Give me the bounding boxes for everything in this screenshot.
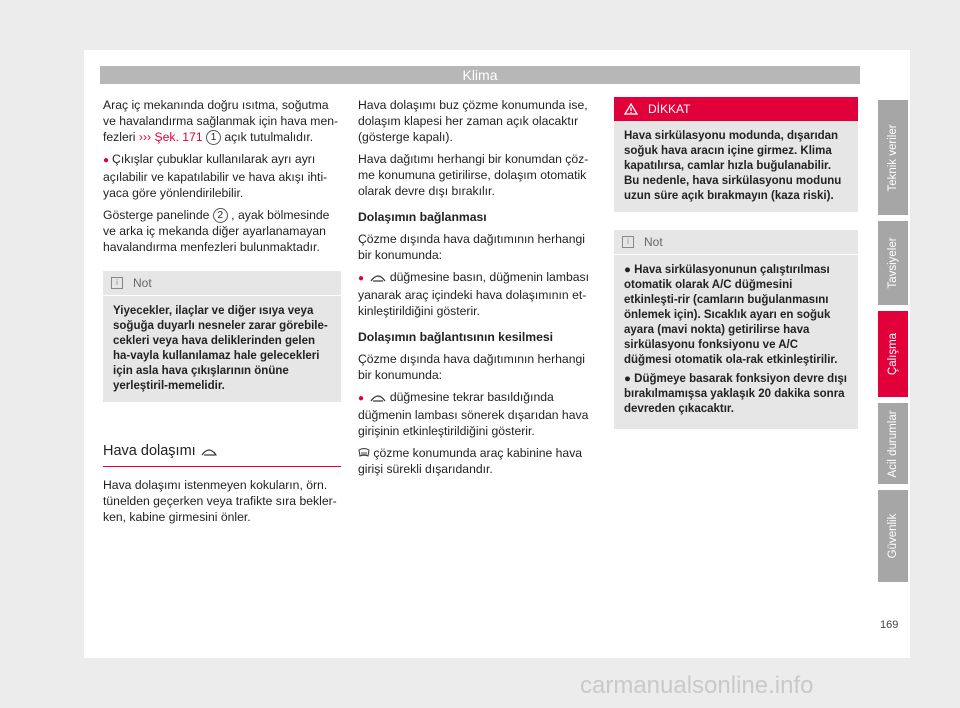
ref-arrow: ››› bbox=[138, 130, 152, 144]
air-recirculation-icon bbox=[370, 393, 386, 403]
note-header bbox=[103, 271, 341, 296]
side-tab-label: Çalışma bbox=[887, 332, 899, 376]
warning-header bbox=[614, 97, 858, 121]
side-tab-label: Güvenlik bbox=[887, 513, 899, 559]
section-title-text: Hava dolaşımı bbox=[103, 443, 196, 459]
text: Araç iç mekanında doğru ısıtma, soğutma ve havalandırma sağlanmak için hava men-fezleri bbox=[103, 98, 339, 144]
side-tab-label: Acil durumlar bbox=[887, 409, 899, 478]
paragraph bbox=[358, 445, 598, 477]
ac-label: A/C bbox=[711, 279, 732, 291]
paragraph: Çözme dışında hava dağıtımının herhangi bir konumunda: bbox=[358, 352, 585, 382]
text: , ayak bölmesinde ve arka iç mekanda diğer ayarlanamayan havalandırma menfezleri bulunmaktadır. bbox=[103, 208, 330, 254]
callout-number: 1 bbox=[206, 130, 221, 145]
page-title: Klima bbox=[462, 67, 498, 83]
bullet-item bbox=[358, 389, 598, 439]
paragraph bbox=[103, 207, 341, 255]
text: Çıkışlar çubuklar kullanılarak ayrı ayrı açılabilir ve kapatılabilir ve hava akışı ihti-yaca göre yönlendirilebilir. bbox=[103, 152, 328, 200]
side-tab-tavsiyeler[interactable] bbox=[878, 221, 908, 305]
subheading: Dolaşımın bağlanması bbox=[358, 210, 487, 224]
note-text: Yiyecekler, ilaçlar ve diğer ısıya veya soğuğa duyarlı nesneler zarar görebile-cekleri veya hava deliklerinden gelen ha-vayla kullanılamaz hale gelecekleri için asla hava çıkışlarının önüne yerleştiril-memelidir. bbox=[113, 305, 328, 392]
bullet-icon: ● bbox=[358, 273, 365, 284]
side-tab-guvenlik[interactable] bbox=[878, 490, 908, 582]
warning-box bbox=[614, 97, 858, 212]
column-3 bbox=[614, 97, 858, 429]
note-title: Not bbox=[644, 234, 663, 249]
note-header bbox=[614, 230, 858, 255]
note-box bbox=[103, 271, 341, 402]
defrost-icon bbox=[358, 447, 370, 459]
warning-triangle-icon bbox=[624, 103, 638, 115]
page-number: 169 bbox=[880, 619, 899, 631]
side-tab-label: Teknik veriler bbox=[887, 123, 899, 192]
watermark: carmanualsonline.info bbox=[580, 672, 814, 699]
column-1 bbox=[103, 97, 341, 531]
header-bar bbox=[100, 66, 860, 84]
bullet-icon: ● bbox=[624, 264, 631, 276]
text: çözme konumunda araç kabinine hava girişi sürekli dışarıdandır. bbox=[358, 446, 583, 476]
bullet-item bbox=[358, 269, 598, 319]
note-body bbox=[614, 255, 858, 429]
side-tab-acil-durumlar[interactable] bbox=[878, 403, 908, 484]
column-2 bbox=[358, 97, 598, 483]
warning-text: Hava sirkülasyonu modunda, dışarıdan soğuk hava aracın içine girmez. Klima kapatılırsa, camlar hızla buğulanabilir. Bu nedenle, hava sirkülasyonu modunu uzun süre açık bırakmayın (kaza riski). bbox=[624, 130, 842, 202]
subheading: Dolaşımın bağlantısının kesilmesi bbox=[358, 330, 554, 344]
text: düğmesini etkinleşti-rir (camların buğulanmasını önlemek için). Sıcaklık ayarı en soğuk ayara (mavi nokta) getirilirse hava sirkülasyonu fonksiyonu ve bbox=[624, 279, 831, 351]
bullet-icon: ● bbox=[358, 393, 365, 404]
paragraph bbox=[103, 97, 341, 145]
text: açık tutulmalıdır. bbox=[224, 130, 314, 144]
bullet-item bbox=[103, 151, 341, 201]
note-bullet bbox=[624, 372, 848, 417]
side-tab-calisma[interactable] bbox=[878, 311, 908, 397]
text: düğmesine basın, düğmenin lambası yanarak araç içindeki hava dolaşımının et-kinleştirildiğini gösterir. bbox=[358, 270, 590, 318]
note-box bbox=[614, 230, 858, 429]
bullet-icon: ● bbox=[624, 373, 631, 385]
info-icon: i bbox=[622, 236, 634, 248]
text: Düğmeye basarak fonksiyon devre dışı bırakılmamışsa yaklaşık 20 dakika sonra devreden çıkacaktır. bbox=[624, 373, 847, 415]
ac-label: A/C bbox=[778, 339, 799, 351]
warning-title: DİKKAT bbox=[648, 101, 691, 116]
side-tab-teknik-veriler[interactable] bbox=[878, 100, 908, 215]
text: düğmesine tekrar basıldığında düğmenin lambası sönerek dışarıdan hava girişinin etkinleştirildiğini gösterir. bbox=[358, 390, 589, 438]
air-recirculation-icon bbox=[370, 273, 386, 283]
note-bullet bbox=[624, 263, 848, 368]
paragraph: Hava dağıtımı herhangi bir konumdan çöz-me konumuna getirilirse, dolaşım otomatik olarak devre dışı bırakılır. bbox=[358, 152, 589, 198]
text: düğmesi otomatik ola-rak etkinleştirilir. bbox=[624, 354, 838, 366]
text: Gösterge panelinde bbox=[103, 208, 210, 222]
air-recirculation-icon bbox=[200, 447, 218, 457]
note-title: Not bbox=[133, 275, 152, 290]
bullet-icon: ● bbox=[103, 155, 110, 166]
text: Hava sirkülasyonunun çalıştırılması otomatik olarak bbox=[624, 264, 830, 291]
paragraph: Çözme dışında hava dağıtımının herhangi bir konumunda: bbox=[358, 232, 585, 262]
side-tab-label: Tavsiyeler bbox=[887, 237, 899, 289]
figure-link[interactable]: Şek. 171 bbox=[154, 130, 203, 144]
callout-number: 2 bbox=[213, 208, 228, 223]
paragraph: Hava dolaşımı buz çözme konumunda ise, dolaşım klapesi her zaman açık olacaktır (gösterge kapalı). bbox=[358, 98, 588, 144]
paragraph: Hava dolaşımı istenmeyen kokuların, örn. tünelden geçerken veya trafikte sıra bekler-ken, kabine girmesini önler. bbox=[103, 478, 337, 524]
info-icon: i bbox=[111, 277, 123, 289]
section-title bbox=[103, 442, 341, 467]
